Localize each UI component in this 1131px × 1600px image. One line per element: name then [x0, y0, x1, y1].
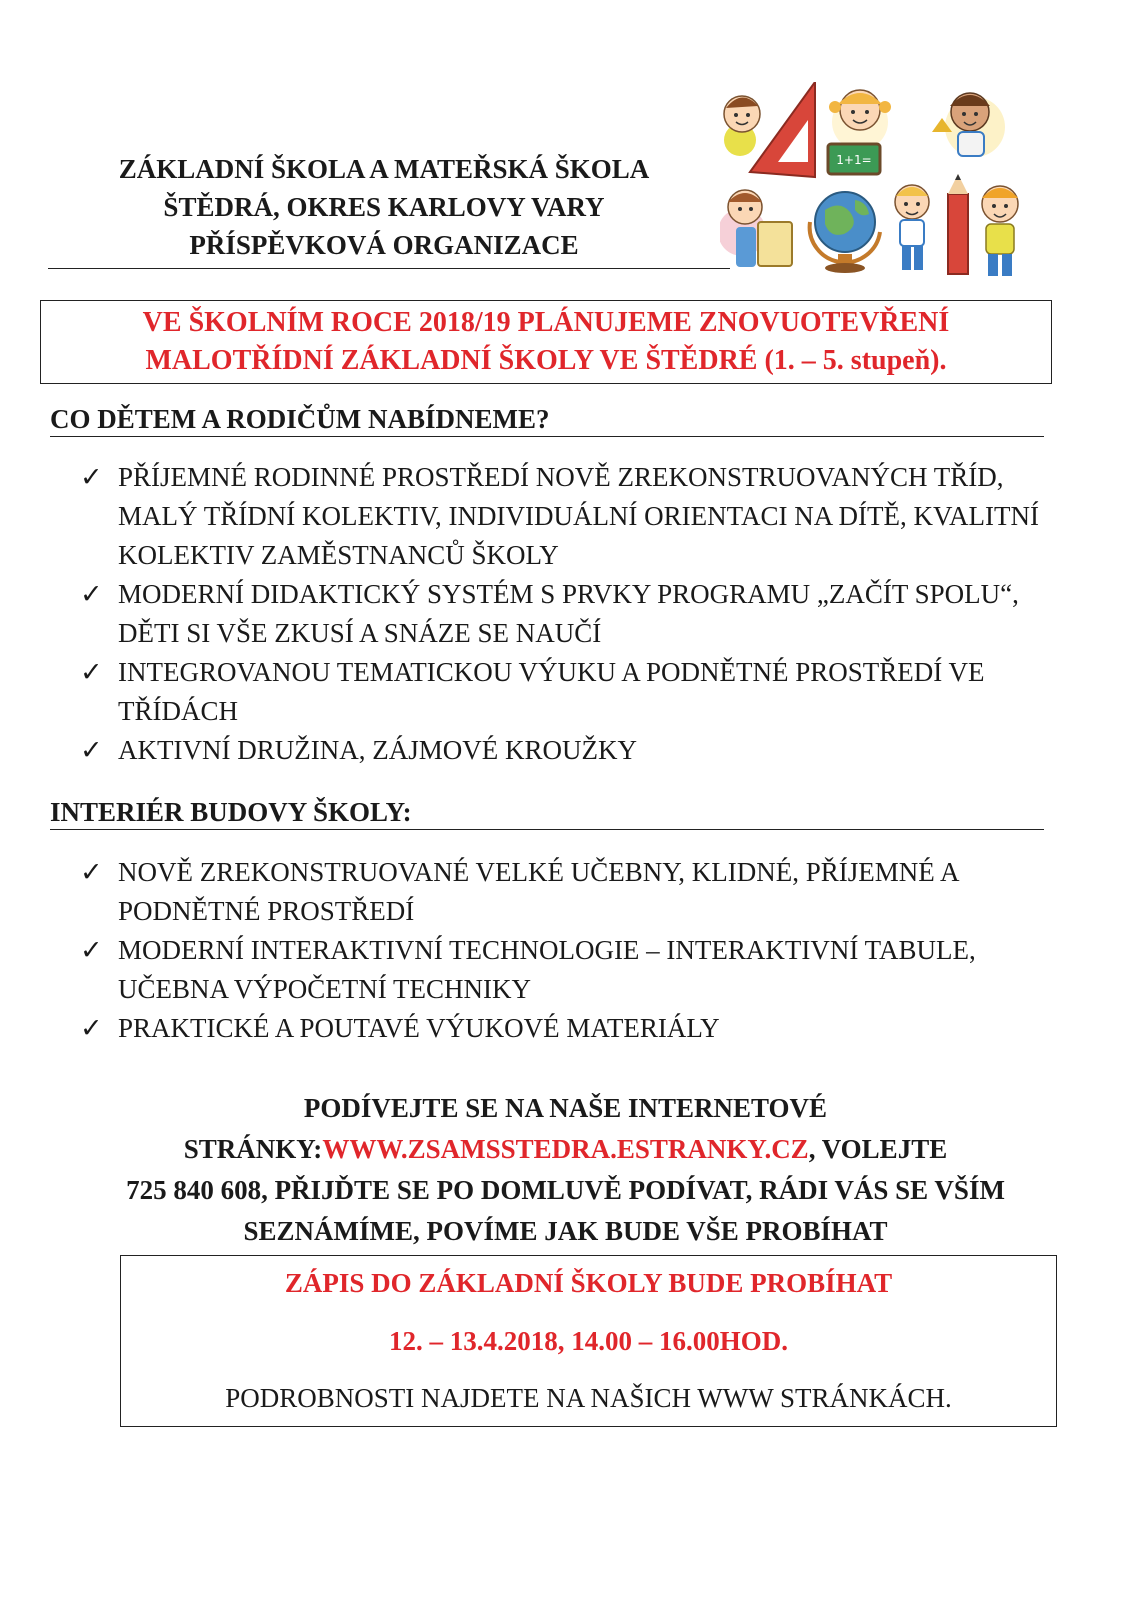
checkmark-icon: ✓	[80, 935, 103, 965]
list-item: ✓ MODERNÍ INTERAKTIVNÍ TECHNOLOGIE – INTERAKTIVNÍ TABULE, UČEBNA VÝPOČETNÍ TECHNIKY	[80, 931, 1040, 1009]
child-raising-hand-icon	[895, 185, 929, 270]
school-name-line-3: PŘÍSPĚVKOVÁ ORGANIZACE	[189, 230, 579, 260]
contact-paragraph	[40, 1088, 1091, 1252]
pencil-icon	[948, 174, 968, 274]
checkmark-icon: ✓	[80, 657, 103, 687]
checkmark-icon: ✓	[80, 735, 103, 765]
interior-list	[80, 853, 1040, 1048]
enrollment-date: 12. – 13.4.2018, 14.00 – 16.00HOD.	[388, 1326, 788, 1356]
header-divider	[48, 268, 730, 269]
cta-line-1: PODÍVEJTE SE NA NAŠE INTERNETOVÉ	[303, 1093, 828, 1123]
child-with-book-icon	[720, 190, 792, 267]
list-item: ✓ MODERNÍ DIDAKTICKÝ SYSTÉM S PRVKY PROGRAMU „ZAČÍT SPOLU“, DĚTI SI VŠE ZKUSÍ A SNÁZE SE NAUČÍ	[80, 575, 1040, 653]
cta-line-3: 725 840 608, PŘIJĎTE SE PO DOMLUVĚ PODÍVAT, RÁDI VÁS SE VŠÍM	[126, 1175, 1005, 1205]
checkmark-icon: ✓	[80, 462, 103, 492]
list-item: ✓ NOVĚ ZREKONSTRUOVANÉ VELKÉ UČEBNY, KLIDNÉ, PŘÍJEMNÉ A PODNĚTNÉ PROSTŘEDÍ	[80, 853, 1040, 931]
enrollment-box	[120, 1255, 1057, 1427]
school-name-line-2: ŠTĚDRÁ, OKRES KARLOVY VARY	[163, 192, 605, 222]
offer-list	[80, 458, 1040, 770]
school-header	[48, 150, 720, 264]
list-item: ✓ AKTIVNÍ DRUŽINA, ZÁJMOVÉ KROUŽKY	[80, 731, 1040, 770]
cta-line-2: STRÁNKY:WWW.ZSAMSSTEDRA.ESTRANKY.CZ, VOLEJTE	[183, 1134, 948, 1164]
child-with-pencil-icon	[982, 186, 1018, 276]
checkmark-icon: ✓	[80, 579, 103, 609]
triangle-ruler-icon	[750, 82, 815, 177]
announcement-box	[40, 300, 1052, 384]
checkmark-icon: ✓	[80, 1013, 103, 1043]
globe-icon	[810, 192, 880, 273]
offer-heading: CO DĚTEM A RODIČŮM NABÍDNEME?	[50, 402, 1044, 437]
list-item: ✓ PRAKTICKÉ A POUTAVÉ VÝUKOVÉ MATERIÁLY	[80, 1009, 1040, 1048]
announcement-line-2: MALOTŘÍDNÍ ZÁKLADNÍ ŠKOLY VE ŠTĚDRÉ (1. – 5. stupeň).	[145, 345, 947, 376]
enrollment-title: ZÁPIS DO ZÁKLADNÍ ŠKOLY BUDE PROBÍHAT	[284, 1268, 893, 1298]
website-link[interactable]: WWW.ZSAMSSTEDRA.ESTRANKY.CZ	[322, 1134, 809, 1164]
enrollment-details: PODROBNOSTI NAJDETE NA NAŠICH WWW STRÁNKÁCH.	[225, 1383, 952, 1413]
list-item: ✓ PŘÍJEMNÉ RODINNÉ PROSTŘEDÍ NOVĚ ZREKONSTRUOVANÝCH TŘÍD, MALÝ TŘÍDNÍ KOLEKTIV, INDIVIDUÁLNÍ ORIENTACI NA DÍTĚ, KVALITNÍ KOLEKTIV ZAMĚSTNANCŮ ŠKOLY	[80, 458, 1040, 575]
child-with-ruler-icon	[724, 96, 760, 156]
child-with-chalkboard-icon	[828, 90, 891, 174]
list-item: ✓ INTEGROVANOU TEMATICKOU VÝUKU A PODNĚTNÉ PROSTŘEDÍ VE TŘÍDÁCH	[80, 653, 1040, 731]
checkmark-icon: ✓	[80, 857, 103, 887]
school-name-line-1: ZÁKLADNÍ ŠKOLA A MATEŘSKÁ ŠKOLA	[118, 154, 650, 184]
announcement-line-1: VE ŠKOLNÍM ROCE 2018/19 PLÁNUJEME ZNOVUOTEVŘENÍ	[142, 307, 950, 338]
children-illustration	[720, 82, 1050, 292]
interior-heading: INTERIÉR BUDOVY ŠKOLY:	[50, 795, 1044, 830]
chalkboard-text: 1+1=	[836, 153, 872, 167]
child-with-bell-icon	[932, 93, 1005, 157]
cta-line-4: SEZNÁMÍME, POVÍME JAK BUDE VŠE PROBÍHAT	[243, 1216, 888, 1246]
